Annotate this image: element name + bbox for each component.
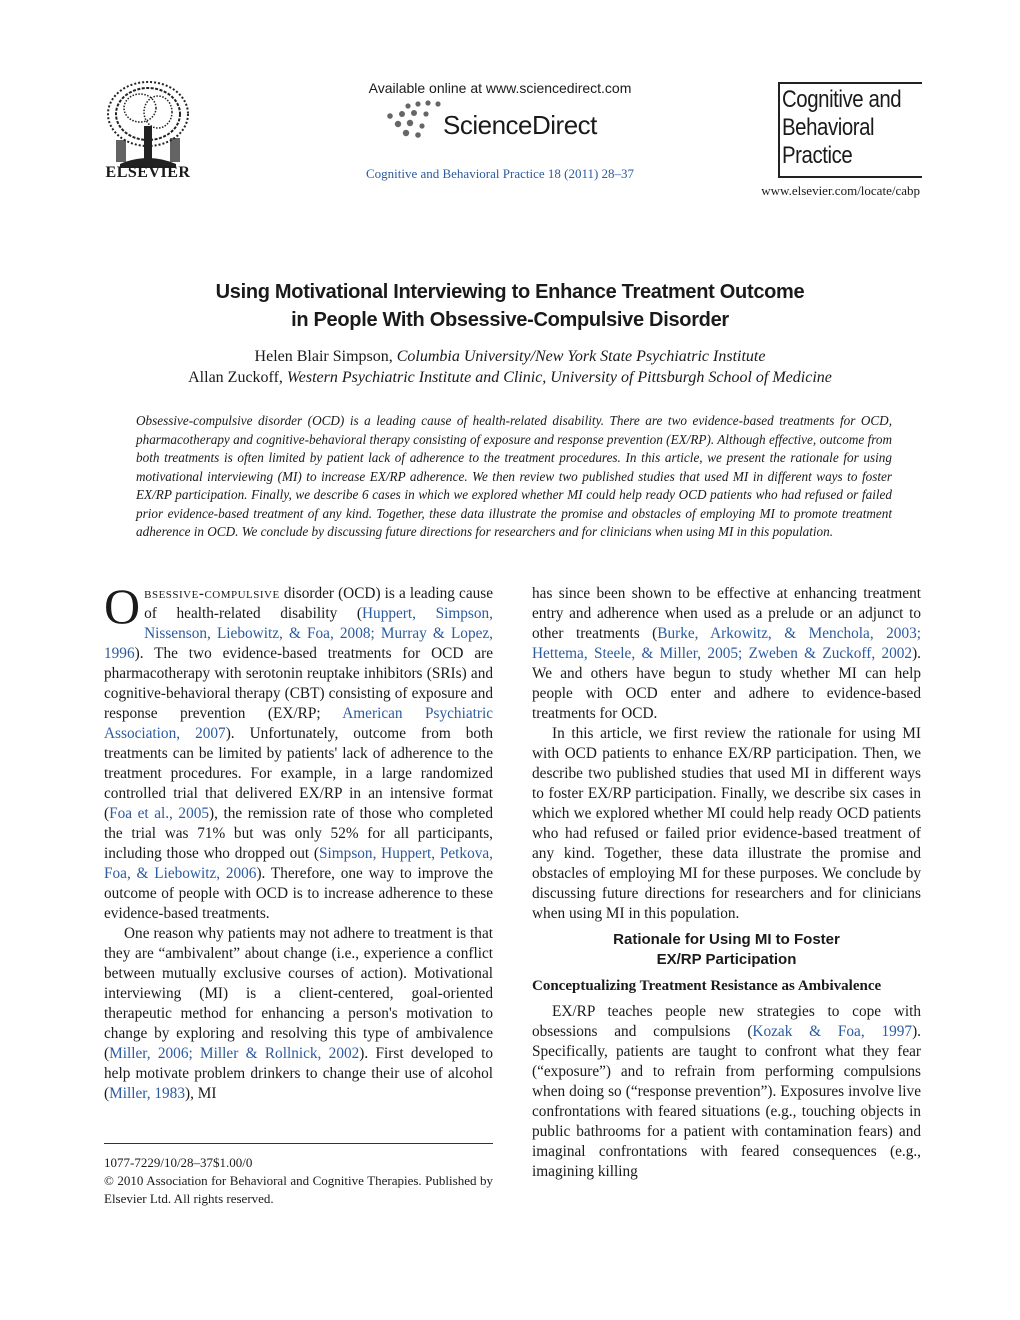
paragraph-continued — [532, 584, 921, 724]
drop-cap: O — [104, 578, 141, 634]
footnote-copyright: © 2010 Association for Behavioral and Cognitive Therapies. Published by Elsevier Ltd. All rights reserved. — [104, 1173, 493, 1206]
citation-link[interactable]: Foa et al., 2005 — [109, 805, 210, 822]
section-heading — [532, 930, 921, 970]
paragraph — [532, 1002, 921, 1182]
text-run: EX/RP teaches people new strategies to cope with obsessions and compulsions ( — [532, 1003, 921, 1040]
citation-link[interactable]: Miller, 1983 — [109, 1085, 185, 1102]
author-name: Helen Blair Simpson, — [254, 348, 393, 365]
citation-link[interactable]: Kozak & Foa, 1997 — [752, 1023, 913, 1040]
text-run: ). First developed to help motivate problem drinkers to change their use of alcohol ( — [104, 1045, 493, 1102]
body-column-left — [104, 578, 494, 1104]
sciencedirect-wordmark: ScienceDirect — [443, 110, 597, 140]
footnote-divider — [104, 1143, 493, 1144]
citation-link[interactable]: Burke, Arkowitz, & Menchola, 2003; Hettema, Steele, & Miller, 2005; Zweben & Zuckoff, 2002 — [532, 625, 921, 662]
journal-title-line: Cognitive and — [782, 86, 902, 113]
paragraph — [104, 924, 493, 1104]
article-title — [110, 278, 910, 334]
smallcaps-lead: bsessive-compulsive — [144, 585, 280, 602]
citation-link[interactable]: American Psychiatric Association, 2007 — [104, 705, 493, 742]
subsection-heading: Conceptualizing Treatment Resistance as Ambivalence — [532, 978, 882, 994]
paragraph — [104, 578, 494, 924]
text-run: One reason why patients may not adhere to treatment is that they are “ambivalent” about change (i.e., experience a conflict between mutually exclusive courses of action). Motivational interviewing (MI) is a client-centered, goal-oriented therapeutic method for enhancing a person's motivation to change by exploring and resolving this type of ambivalence ( — [104, 925, 493, 1062]
article-title-line: in People With Obsessive-Compulsive Disorder — [291, 309, 729, 331]
author-line — [110, 348, 910, 366]
author-name: Allan Zuckoff, — [188, 369, 283, 386]
citation-link[interactable]: Simpson, Huppert, Petkova, Foa, & Liebowitz, 2006 — [104, 845, 493, 882]
text-run: has since been shown to be effective at enhancing treatment entry and adherence when used as a prelude or an adjunct to other treatments ( — [532, 585, 921, 642]
text-run: ), the remission rate of those who completed the trial was 71% but was only 52% for all participants, including those who dropped out ( — [104, 805, 493, 862]
text-run: ). The two evidence-based treatments for OCD are pharmacotherapy with serotonin reuptake inhibitors (SRIs) and cognitive-behavioral therapy (CBT) consisting of exposure and response prevention (EX/RP; — [104, 645, 493, 722]
available-online-text: Available online at www.sciencedirect.com — [368, 80, 632, 96]
body-column-right — [532, 584, 921, 1182]
text-run: ). Specifically, patients are taught to confront what they fear (“exposure”) and to refrain from performing compulsions when doing so (“response prevention”). Exposures involve live confrontations with feared situations (e.g., touching objects in public bathrooms for a patient with contamination fears) and imaginal confrontations with feared consequences (e.g., imagining killing — [532, 1023, 921, 1180]
author-line — [110, 369, 910, 387]
text-run: ). Therefore, one way to improve the outcome of people with OCD is to increase adherence to these evidence-based treatments. — [104, 865, 493, 922]
journal-title-line: Practice — [782, 142, 853, 169]
author-affiliation: Columbia University/New York State Psychiatric Institute — [396, 348, 766, 365]
article-title-line: Using Motivational Interviewing to Enhance Treatment Outcome — [215, 281, 805, 303]
journal-url[interactable]: www.elsevier.com/locate/cabp — [761, 183, 920, 198]
text-run: ). Unfortunately, outcome from both treatments can be limited by patients' lack of adherence to the treatment procedures. For example, in a large randomized controlled trial that delivered EX/RP in an intensive format ( — [104, 725, 493, 822]
author-affiliation: Western Psychiatric Institute and Clinic, University of Pittsburgh School of Medicine — [286, 369, 832, 386]
journal-title-line: Behavioral — [782, 114, 875, 141]
text-run: ). We and others have begun to study whether MI can help people with OCD enter and adhere to evidence-based treatments for OCD. — [532, 645, 921, 722]
footnote — [104, 1154, 493, 1208]
footnote-issn: 1077-7229/10/28–37$1.00/0 — [104, 1155, 253, 1170]
section-heading-line: EX/RP Participation — [656, 951, 797, 968]
text-run: ), MI — [184, 1085, 217, 1102]
citation-link[interactable]: Miller, 2006; Miller & Rollnick, 2002 — [109, 1045, 360, 1062]
abstract: Obsessive-compulsive disorder (OCD) is a leading cause of health-related disability. There are two evidence-based treatments for OCD, pharmacotherapy and cognitive-behavioral therapy consisting of exposure and response prevention (EX/RP). Although effective, outcome from both treatments is often limited by patient lack of adherence to the treatment procedures. In this article, we present the rationale for using motivational interviewing (MI) to increase EX/RP adherence. We then review two published studies that used MI in different ways to foster EX/RP participation. Finally, we describe 6 cases in which we explored whether MI could help ready OCD patients who had refused or failed prior evidence-based treatment of any kind. Together, these data illustrate the promise and obstacles of employing MI to promote treatment adherence in OCD. We conclude by discussing future directions for researchers and for clinicians when using MI in this population. — [136, 413, 892, 539]
section-heading-line: Rationale for Using MI to Foster — [613, 931, 840, 948]
journal-title — [782, 86, 901, 170]
publisher-logo-text: ELSEVIER — [105, 164, 191, 181]
text-run: disorder (OCD) is a leading cause of health-related disability ( — [144, 585, 493, 622]
journal-citation[interactable]: Cognitive and Behavioral Practice 18 (2011) 28–37 — [365, 166, 635, 181]
citation-link[interactable]: Huppert, Simpson, Nissenson, Liebowitz, & Foa, 2008; Murray & Lopez, 1996 — [104, 605, 494, 662]
paragraph: In this article, we first review the rationale for using MI with OCD patients to enhance EX/RP participation. Then, we describe two published studies that used MI in different ways to foster EX/RP participation. Finally, we describe six cases in which we explored whether MI could help ready OCD patients who had refused or failed prior evidence-based treatment of any kind. Together, these data illustrate the promise and obstacles of employing MI for these purposes. We conclude by discussing future directions for researchers and for clinicians when using MI in this population. — [532, 725, 921, 922]
